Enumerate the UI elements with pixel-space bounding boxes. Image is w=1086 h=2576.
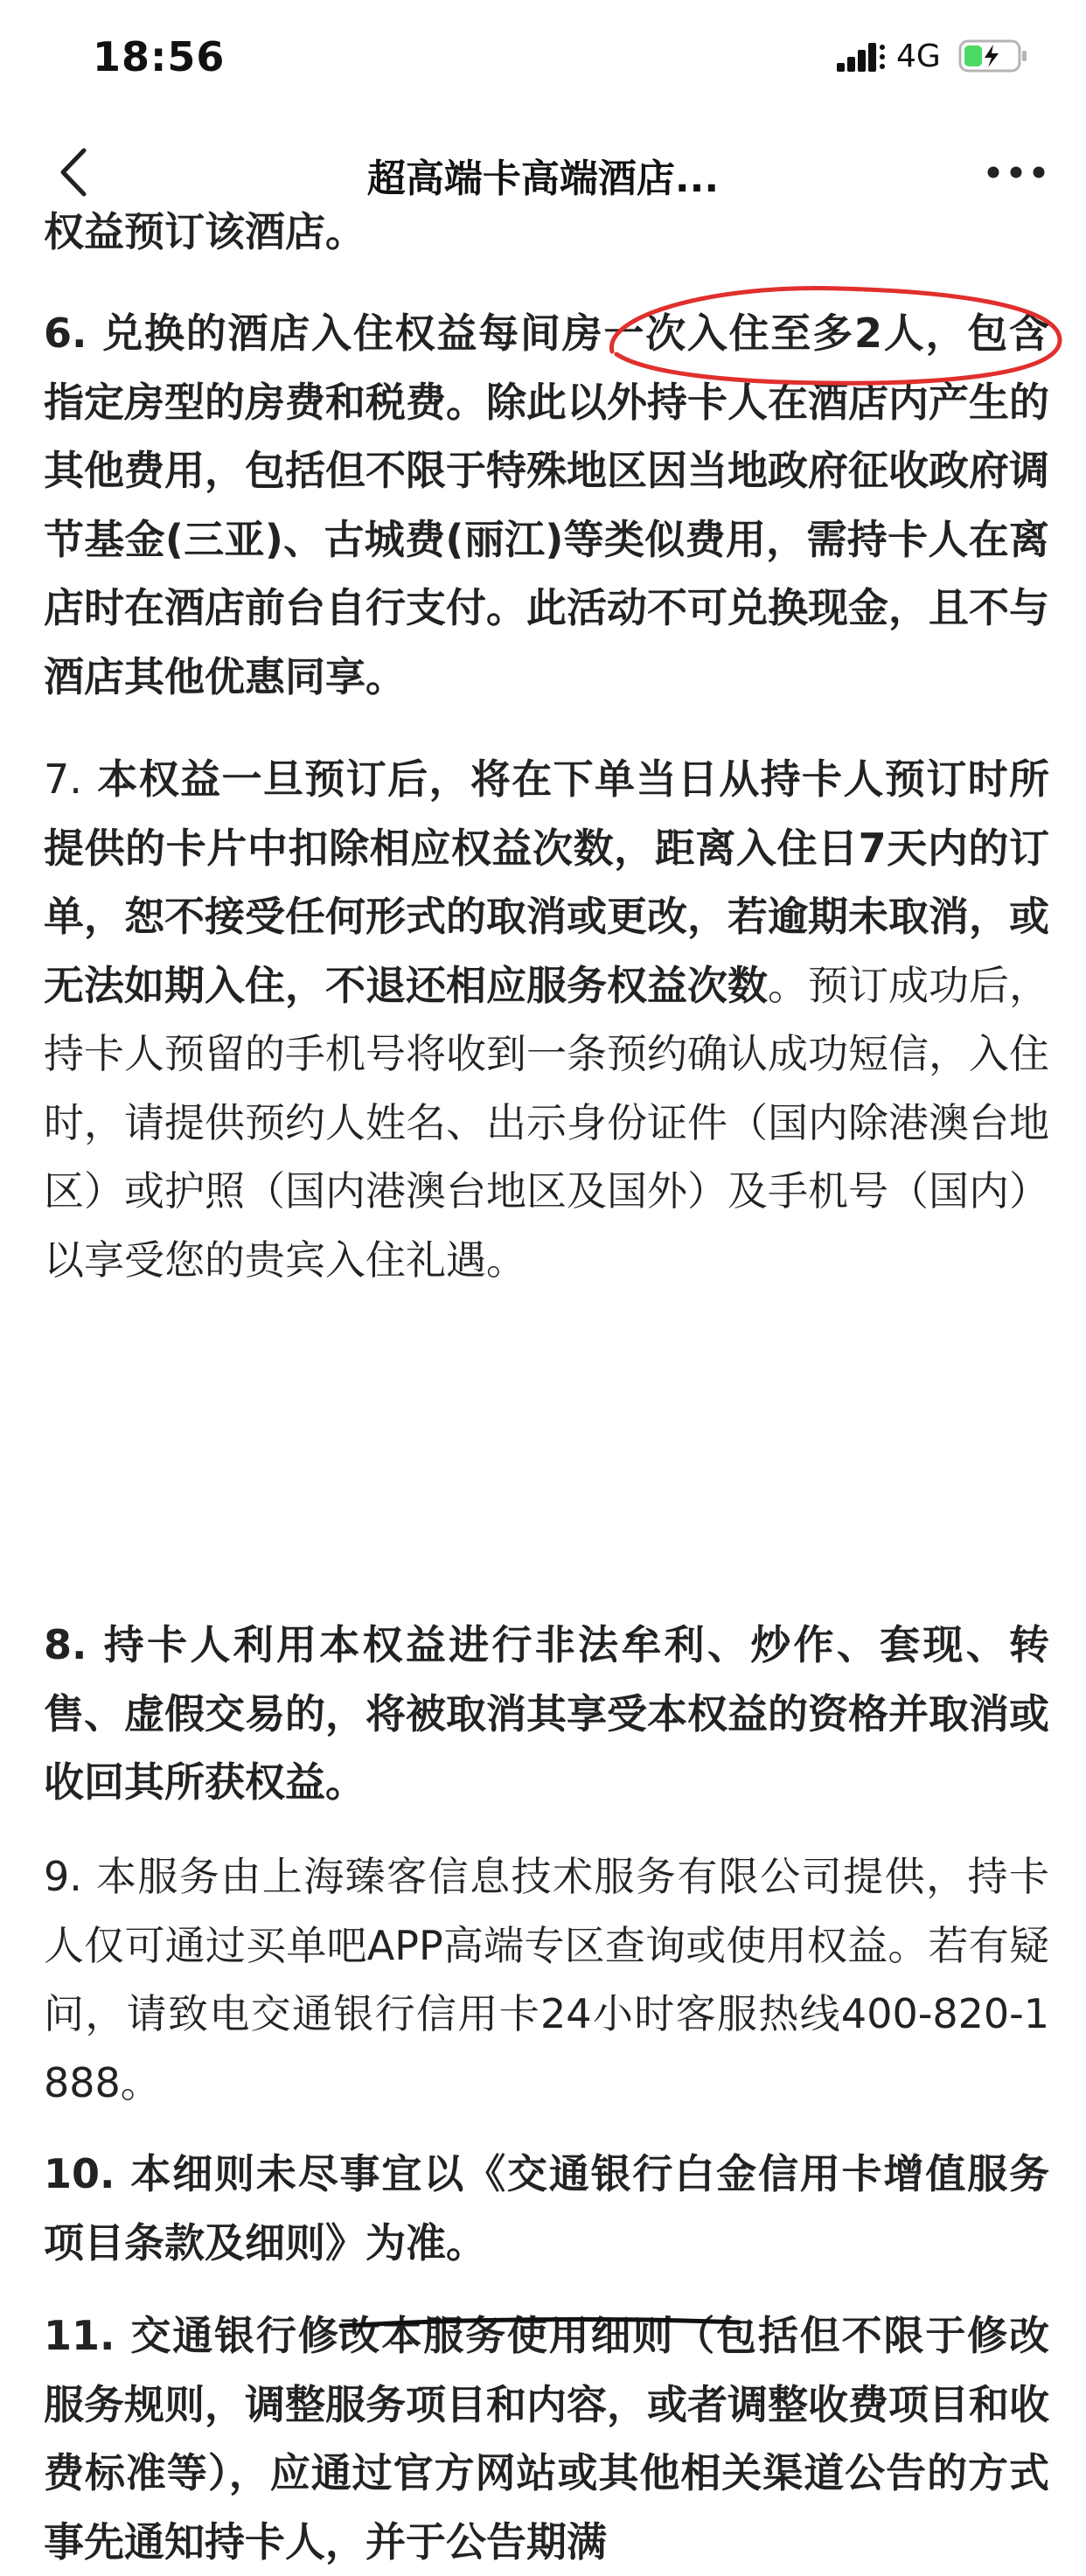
clause-text: 交通银行修改本服务使用细则（包括但不限于修改服务规则，调整服务项目和内容，或者调整收费项目和收费标准等），应通过官方网站或其他相关渠道公告的方式事先通知持卡人，并于公告期满	[44, 2312, 1049, 2566]
clause-7	[44, 745, 1049, 1294]
clause-10	[44, 2140, 1049, 2277]
clause-11	[44, 2301, 1049, 2576]
clause-number: 8.	[44, 1621, 87, 1668]
clause-text: 本服务由上海臻客信息技术服务有限公司提供，持卡人仅可通过买单吧APP高端专区查询或使用权益。若有疑问，请致电交通银行信用卡24小时客服热线400-820-1888。	[44, 1853, 1049, 2106]
clause-text: 兑换的酒店入住权益每间房一次入住至多2人，包含指定房型的房费和税费。除此以外持卡人在酒店内产生的其他费用，包括但不限于特殊地区因当地政府征收政府调节基金(三亚)、古城费(丽江)等类似费用，需持卡人在离店时在酒店前台自行支付。此活动不可兑换现金，且不与酒店其他优惠同享。	[44, 310, 1049, 700]
clause-text-bold-b: 7天内的订单，恕不接受任何形式的取消或更改，若逾期未取消，或无法如期入住，不退还相应服务权益次数	[44, 824, 1049, 1009]
clause-text: 持卡人利用本权益进行非法牟利、炒作、套现、转售、虚假交易的，将被取消其享受本权益的资格并取消或收回其所获权益。	[44, 1621, 1049, 1806]
clause-number: 11.	[44, 2312, 115, 2359]
terms-content	[44, 208, 1049, 2566]
clause-6	[44, 299, 1049, 711]
more-dots-icon[interactable]	[981, 142, 1051, 203]
clause-number: 7.	[44, 755, 82, 803]
clause-text-bold-a: 本权益一旦预订后，将在下单当日从持卡人预订时所提供的卡片中扣除相应权益次数，距离入住日	[44, 755, 1049, 872]
clause-9	[44, 1842, 1049, 2117]
network-label: 4G	[896, 38, 941, 74]
back-chevron-icon[interactable]	[45, 142, 107, 203]
status-bar	[0, 0, 1086, 115]
clause-text: 本细则未尽事宜以《交通银行白金信用卡增值服务项目条款及细则》为准。	[44, 2150, 1049, 2266]
clause-8	[44, 1611, 1049, 1817]
partial-clause-text: 权益预订该酒店。	[44, 208, 365, 255]
clause-text-regular: 。预订成功后，持卡人预留的手机号将收到一条预约确认成功短信，入住时，请提供预约人姓名、出示身份证件（国内除港澳台地区）或护照（国内港澳台地区及国外）及手机号（国内）以享受您的贵宾入住礼遇。	[44, 961, 1049, 1284]
clause-number: 10.	[44, 2150, 115, 2197]
signal-icon	[837, 42, 888, 72]
status-time: 18:56	[93, 33, 226, 80]
page-title: 超高端卡高端酒店...	[366, 157, 720, 201]
battery-charging-icon	[958, 38, 1028, 73]
clause-number: 6.	[44, 310, 87, 357]
clause-number: 9.	[44, 1853, 82, 1900]
